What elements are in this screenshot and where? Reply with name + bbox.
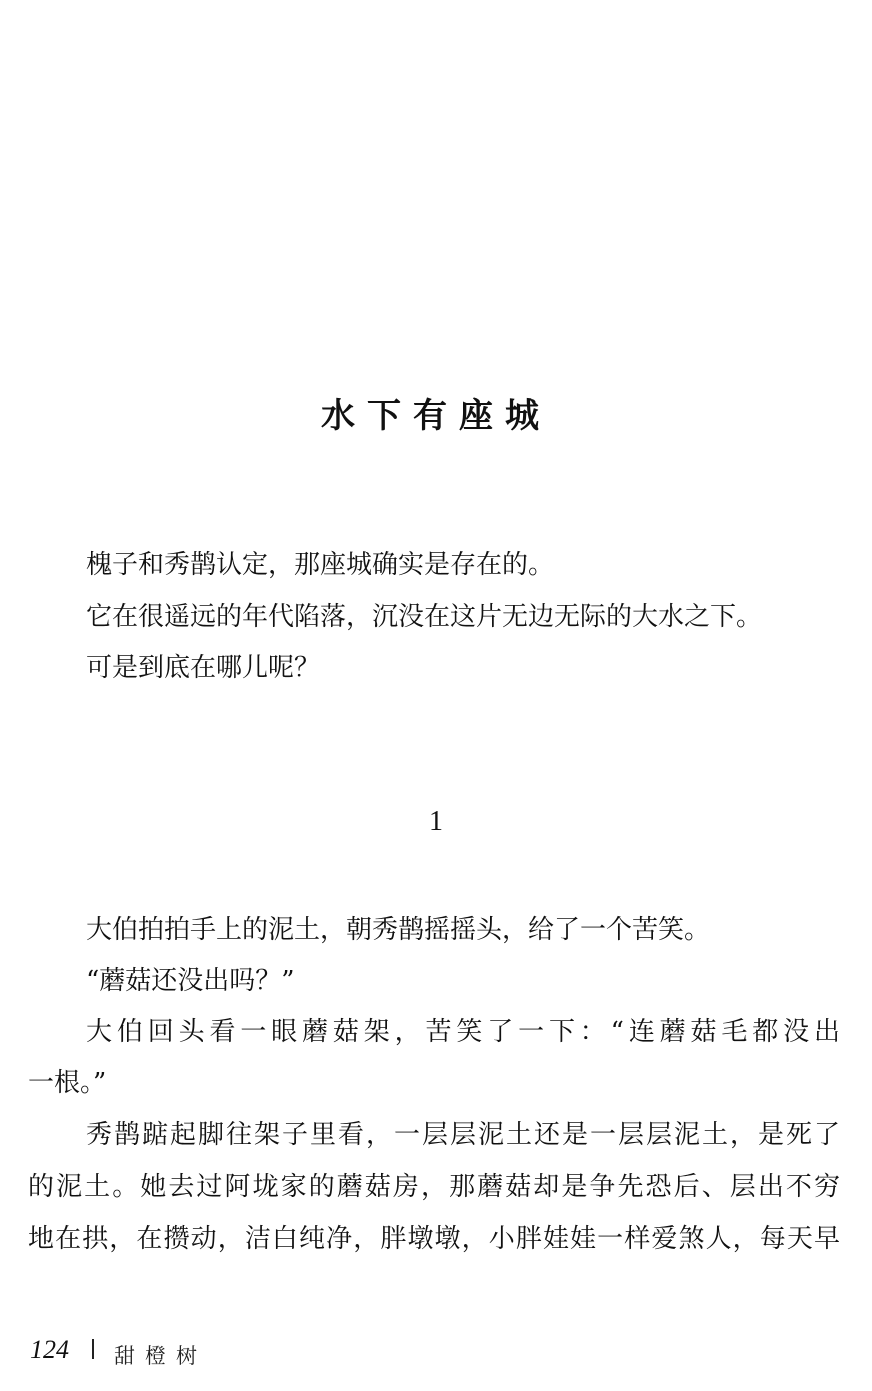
body-line: 地在拱，在攒动，洁白纯净，胖墩墩，小胖娃娃一样爱煞人，每天早 — [28, 1224, 840, 1254]
intro-paragraph: 它在很遥远的年代陷落，沉没在这片无边无际的大水之下。 — [86, 602, 763, 632]
body-line: 秀鹊踮起脚往架子里看，一层层泥土还是一层层泥土，是死了 — [86, 1120, 840, 1150]
footer-divider — [92, 1339, 94, 1359]
body-line: “蘑菇还没出吗？” — [86, 966, 295, 996]
chapter-title: 水下有座城 — [321, 396, 551, 436]
page-number: 124 — [30, 1335, 69, 1364]
intro-paragraph: 可是到底在哪儿呢？ — [86, 653, 321, 683]
intro-paragraph: 槐子和秀鹊认定，那座城确实是存在的。 — [86, 550, 555, 580]
section-number: 1 — [429, 806, 443, 837]
running-book-title: 甜橙树 — [114, 1344, 207, 1368]
body-line: 大伯拍拍手上的泥土，朝秀鹊摇摇头，给了一个苦笑。 — [86, 915, 711, 945]
body-line: 的泥土。她去过阿垅家的蘑菇房，那蘑菇却是争先恐后、层出不穷 — [28, 1172, 840, 1202]
body-line: 大伯回头看一眼蘑菇架，苦笑了一下：“连蘑菇毛都没出 — [86, 1017, 840, 1047]
body-line: 一根。” — [28, 1068, 107, 1098]
